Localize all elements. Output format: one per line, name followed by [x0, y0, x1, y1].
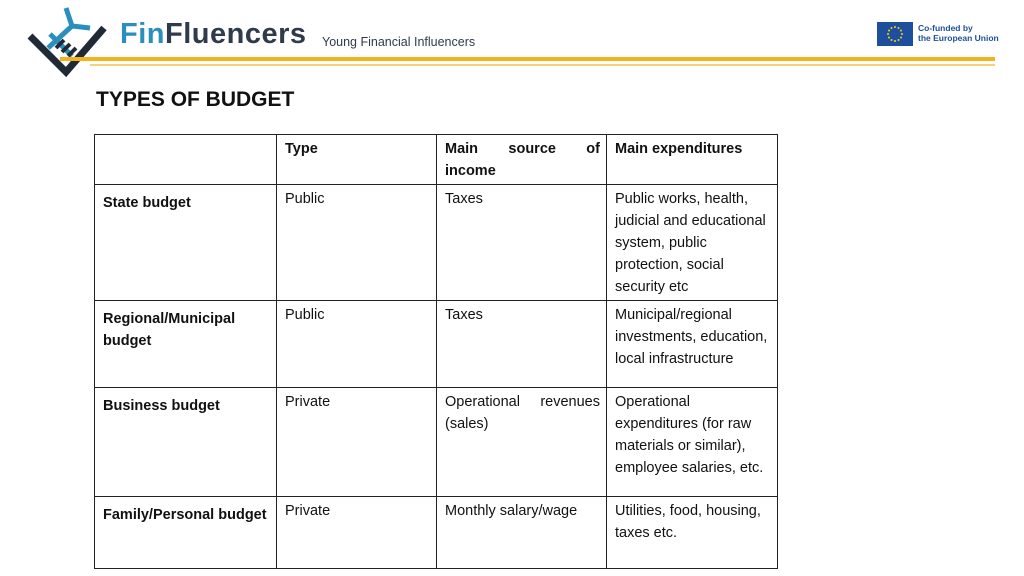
- brand-tagline: Young Financial Influencers: [322, 35, 476, 49]
- table-cell-type: Private: [277, 388, 437, 497]
- table-header-cell: Main expenditures: [607, 135, 778, 185]
- table-cell-expenditures: Utilities, food, housing, taxes etc.: [607, 497, 778, 569]
- table-cell-expenditures: Municipal/regional investments, education, local infrastructure: [607, 301, 778, 388]
- eu-flag-icon: [877, 22, 913, 46]
- brand-name: [120, 18, 307, 51]
- table-cell-source: Operational revenues (sales): [437, 388, 607, 497]
- table-cell-source: Taxes: [437, 185, 607, 301]
- table-cell-source: Monthly salary/wage: [437, 497, 607, 569]
- budget-types-table: [94, 134, 778, 569]
- table-header-cell: Type: [277, 135, 437, 185]
- page-title: TYPES OF BUDGET: [96, 88, 295, 111]
- eu-text-line2: the European Union: [918, 33, 999, 43]
- table-cell-expenditures: Operational expenditures (for raw materials or similar), employee salaries, etc.: [607, 388, 778, 497]
- header-divider: [60, 57, 995, 61]
- table-cell-type: Private: [277, 497, 437, 569]
- table-row-label: State budget: [95, 185, 277, 301]
- table-header-cell: [95, 135, 277, 185]
- eu-text-line1: Co-funded by: [918, 23, 973, 33]
- table-header-row: [95, 135, 778, 185]
- table-row: [95, 185, 778, 301]
- brand-name-part1: Fin: [120, 18, 165, 50]
- table-row-label: Family/Personal budget: [95, 497, 277, 569]
- table-row-label: Business budget: [95, 388, 277, 497]
- table-cell-type: Public: [277, 301, 437, 388]
- brand-name-part2: Fluencers: [165, 18, 307, 50]
- header-divider-secondary: [90, 64, 995, 66]
- table-row: [95, 497, 778, 569]
- table-cell-expenditures: Public works, health, judicial and educational system, public protection, social security etc: [607, 185, 778, 301]
- table-cell-source: Taxes: [437, 301, 607, 388]
- eu-cofunded-text: [918, 23, 1008, 43]
- table-row: [95, 301, 778, 388]
- table-cell-type: Public: [277, 185, 437, 301]
- table-header-cell: Main source of income: [437, 135, 607, 185]
- table-row-label: Regional/Municipal budget: [95, 301, 277, 388]
- table-row: [95, 388, 778, 497]
- finfluencers-logo-icon: [26, 6, 108, 80]
